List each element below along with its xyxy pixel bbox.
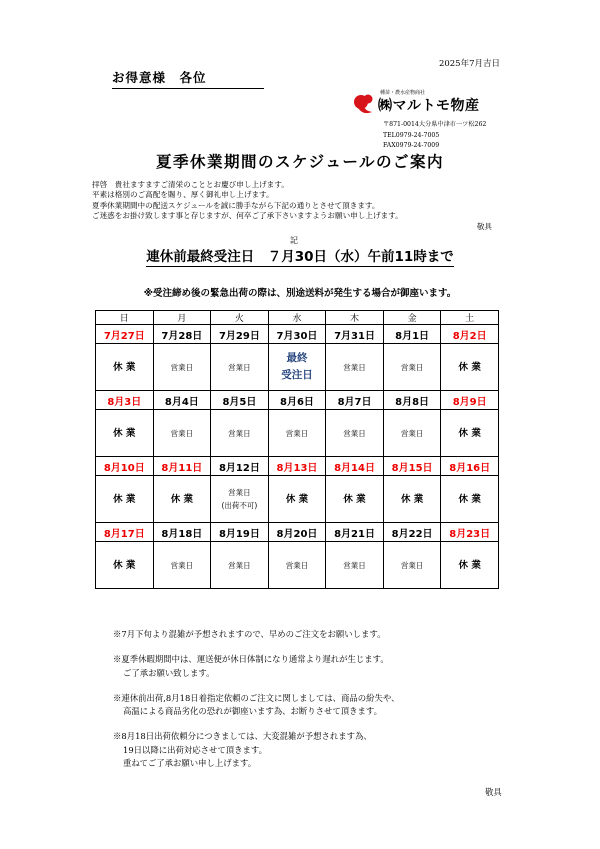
date-cell: 8月1日 — [383, 325, 441, 344]
recipient: お得意様 各位 — [112, 68, 264, 89]
status-text: 営業日 — [343, 362, 366, 372]
greeting-closing: 敬具 — [476, 221, 492, 231]
note-line: ※連休前出荷,8月18日着指定依頼のご注文に関しましては、商品の紛失や、 — [113, 692, 400, 703]
shipping-warning: ※受注締め後の緊急出荷の際は、別途送料が発生する場合が御座います。 — [143, 288, 457, 299]
notes — [113, 628, 533, 782]
date-cell: 8月3日 — [96, 391, 154, 410]
tel-line: TEL0979-24-7005 — [383, 131, 440, 139]
weekday-sat: 土 — [441, 311, 499, 325]
status-text: 営業日 — [228, 488, 251, 497]
weekday-mon: 月 — [153, 311, 211, 325]
date-cell: 8月14日 — [326, 457, 384, 476]
date-cell: 8月8日 — [383, 391, 441, 410]
date-cell: 8月18日 — [153, 523, 211, 542]
status-text: 営業日 — [228, 362, 251, 372]
status-text: 営業日 — [228, 560, 251, 570]
note-line: 高温による商品劣化の恐れが御座います為、お断りさせて頂きます。 — [123, 706, 382, 716]
date-cell: 8月20日 — [268, 523, 326, 542]
status-cell — [96, 410, 154, 457]
status-text: 休 業 — [343, 493, 366, 505]
status-text: 営業日 — [285, 560, 309, 570]
status-cell — [153, 344, 211, 391]
company-address — [383, 120, 486, 152]
company-name: ㈱マルトモ物産 — [378, 98, 480, 114]
status-text: 営業日 — [343, 560, 366, 570]
status-text: (出荷不可) — [221, 501, 258, 510]
date-cell: 8月9日 — [441, 391, 499, 410]
status-text: 休 業 — [458, 493, 481, 505]
greeting — [92, 180, 492, 232]
note-item — [113, 730, 533, 771]
status-row — [96, 410, 499, 457]
status-text: 休 業 — [285, 493, 309, 505]
date-row — [96, 325, 499, 344]
note-line: 重ねてご了承お願い申し上げます。 — [123, 758, 257, 768]
status-text: 営業日 — [170, 428, 194, 438]
company-tagline: 種苗・農水産物商社 — [380, 90, 426, 96]
greeting-line: 平素は格別のご高配を賜り、厚く御礼申し上げます。 — [92, 190, 274, 200]
status-text: 営業日 — [400, 362, 424, 372]
status-cell — [96, 542, 154, 589]
date-cell: 8月23日 — [441, 523, 499, 542]
weekday-tue: 火 — [211, 311, 269, 325]
status-text: 営業日 — [170, 560, 194, 570]
status-text: 休 業 — [400, 493, 424, 505]
weekday-sun: 日 — [96, 311, 154, 325]
address-line: 〒871-0014大分県中津市一ツ松262 — [383, 121, 487, 128]
date-cell: 8月19日 — [211, 523, 269, 542]
status-cell — [96, 344, 154, 391]
status-text: 営業日 — [285, 428, 309, 438]
status-text: 営業日 — [228, 428, 251, 438]
weekday-fri: 金 — [383, 311, 441, 325]
status-cell — [383, 542, 441, 589]
status-cell — [441, 410, 499, 457]
status-cell — [383, 476, 441, 523]
date-cell: 8月4日 — [153, 391, 211, 410]
status-text: 受注日 — [281, 369, 313, 381]
date-row — [96, 391, 499, 410]
status-cell — [96, 476, 154, 523]
status-text: 休 業 — [113, 427, 136, 439]
date-cell: 8月21日 — [326, 523, 384, 542]
date-cell: 8月17日 — [96, 523, 154, 542]
status-text: 休 業 — [458, 559, 481, 571]
status-cell — [326, 410, 384, 457]
status-text: 休 業 — [458, 427, 481, 439]
date-cell: 8月16日 — [441, 457, 499, 476]
status-cell — [268, 410, 326, 457]
date-cell: 8月11日 — [153, 457, 211, 476]
status-text: 休 業 — [113, 361, 136, 373]
weekday-thu: 木 — [326, 311, 384, 325]
date-cell: 7月29日 — [211, 325, 269, 344]
date-cell: 8月2日 — [441, 325, 499, 344]
date-row — [96, 523, 499, 542]
status-cell — [268, 542, 326, 589]
date-cell: 7月28日 — [153, 325, 211, 344]
greeting-line: 拝啓 貴社ますますご清栄のこととお慶び申し上げます。 — [92, 180, 289, 189]
note-line: ご了承お願い致します。 — [123, 667, 215, 678]
date-cell: 8月15日 — [383, 457, 441, 476]
status-cell — [211, 476, 269, 523]
status-row — [96, 344, 499, 391]
date-cell: 8月12日 — [211, 457, 269, 476]
issue-date: 2025年7月吉日 — [438, 59, 500, 69]
status-text: 営業日 — [400, 428, 424, 438]
note-item — [113, 628, 533, 642]
ki-mark: 記 — [290, 236, 298, 245]
note-line: ※7月下旬より混雑が予想されますので、早めのご注文をお願いします。 — [113, 629, 386, 639]
status-cell — [383, 344, 441, 391]
weekday-header-row — [96, 311, 499, 325]
status-cell — [211, 344, 269, 391]
note-item — [113, 692, 533, 719]
note-line: ※8月18日出荷依頼分につきましては、大変混雑が予想されます為、 — [113, 731, 372, 741]
deadline-text: 連休前最終受注日 ７月30日（水）午前11時まで — [146, 249, 454, 265]
greeting-line: 夏季休業期間中の配送スケジュールを誠に勝手ながら下記の通りとさせて頂きます。 — [92, 200, 380, 210]
status-cell — [268, 476, 326, 523]
page-title: 夏季休業期間のスケジュールのご案内 — [155, 152, 445, 171]
deadline-notice — [0, 245, 600, 265]
date-cell: 7月27日 — [96, 325, 154, 344]
status-text: 休 業 — [113, 559, 136, 571]
status-cell — [153, 410, 211, 457]
date-cell: 8月13日 — [268, 457, 326, 476]
date-cell: 7月31日 — [326, 325, 384, 344]
status-cell — [211, 410, 269, 457]
status-text: 営業日 — [400, 560, 424, 570]
status-text: 営業日 — [170, 362, 194, 372]
status-cell — [211, 542, 269, 589]
schedule-calendar — [95, 310, 499, 589]
status-cell — [153, 476, 211, 523]
weekday-wed: 水 — [268, 311, 326, 325]
status-text: 最終 — [286, 352, 308, 364]
status-cell — [326, 344, 384, 391]
status-text: 休 業 — [113, 493, 136, 505]
status-text: 休 業 — [170, 493, 193, 505]
note-item — [113, 653, 533, 680]
date-row — [96, 457, 499, 476]
status-cell — [441, 542, 499, 589]
date-cell: 8月10日 — [96, 457, 154, 476]
fax-line: FAX0979-24-7009 — [383, 142, 440, 149]
date-cell: 8月6日 — [268, 391, 326, 410]
final-closing: 敬具 — [485, 787, 502, 797]
date-cell: 8月7日 — [326, 391, 384, 410]
greeting-line: ご迷惑をお掛け致します事と存じますが、何卒ご了承下さいますようお願い申し上げます。 — [92, 211, 403, 221]
status-cell — [383, 410, 441, 457]
date-cell: 8月5日 — [211, 391, 269, 410]
note-line: 19日以降に出荷対応させて頂きます。 — [123, 744, 267, 755]
status-cell — [441, 344, 499, 391]
status-row — [96, 542, 499, 589]
status-cell — [326, 476, 384, 523]
status-text: 休 業 — [458, 361, 481, 373]
status-cell — [326, 542, 384, 589]
status-row — [96, 476, 499, 523]
status-cell — [268, 344, 326, 391]
date-cell: 8月22日 — [383, 523, 441, 542]
status-cell — [153, 542, 211, 589]
status-text: 営業日 — [343, 428, 366, 438]
note-line: ※夏季休暇期間中は、運送便が休日体制になり通常より遅れが生じます。 — [113, 654, 389, 664]
status-cell — [441, 476, 499, 523]
company-logo-icon — [352, 92, 376, 116]
date-cell: 7月30日 — [268, 325, 326, 344]
